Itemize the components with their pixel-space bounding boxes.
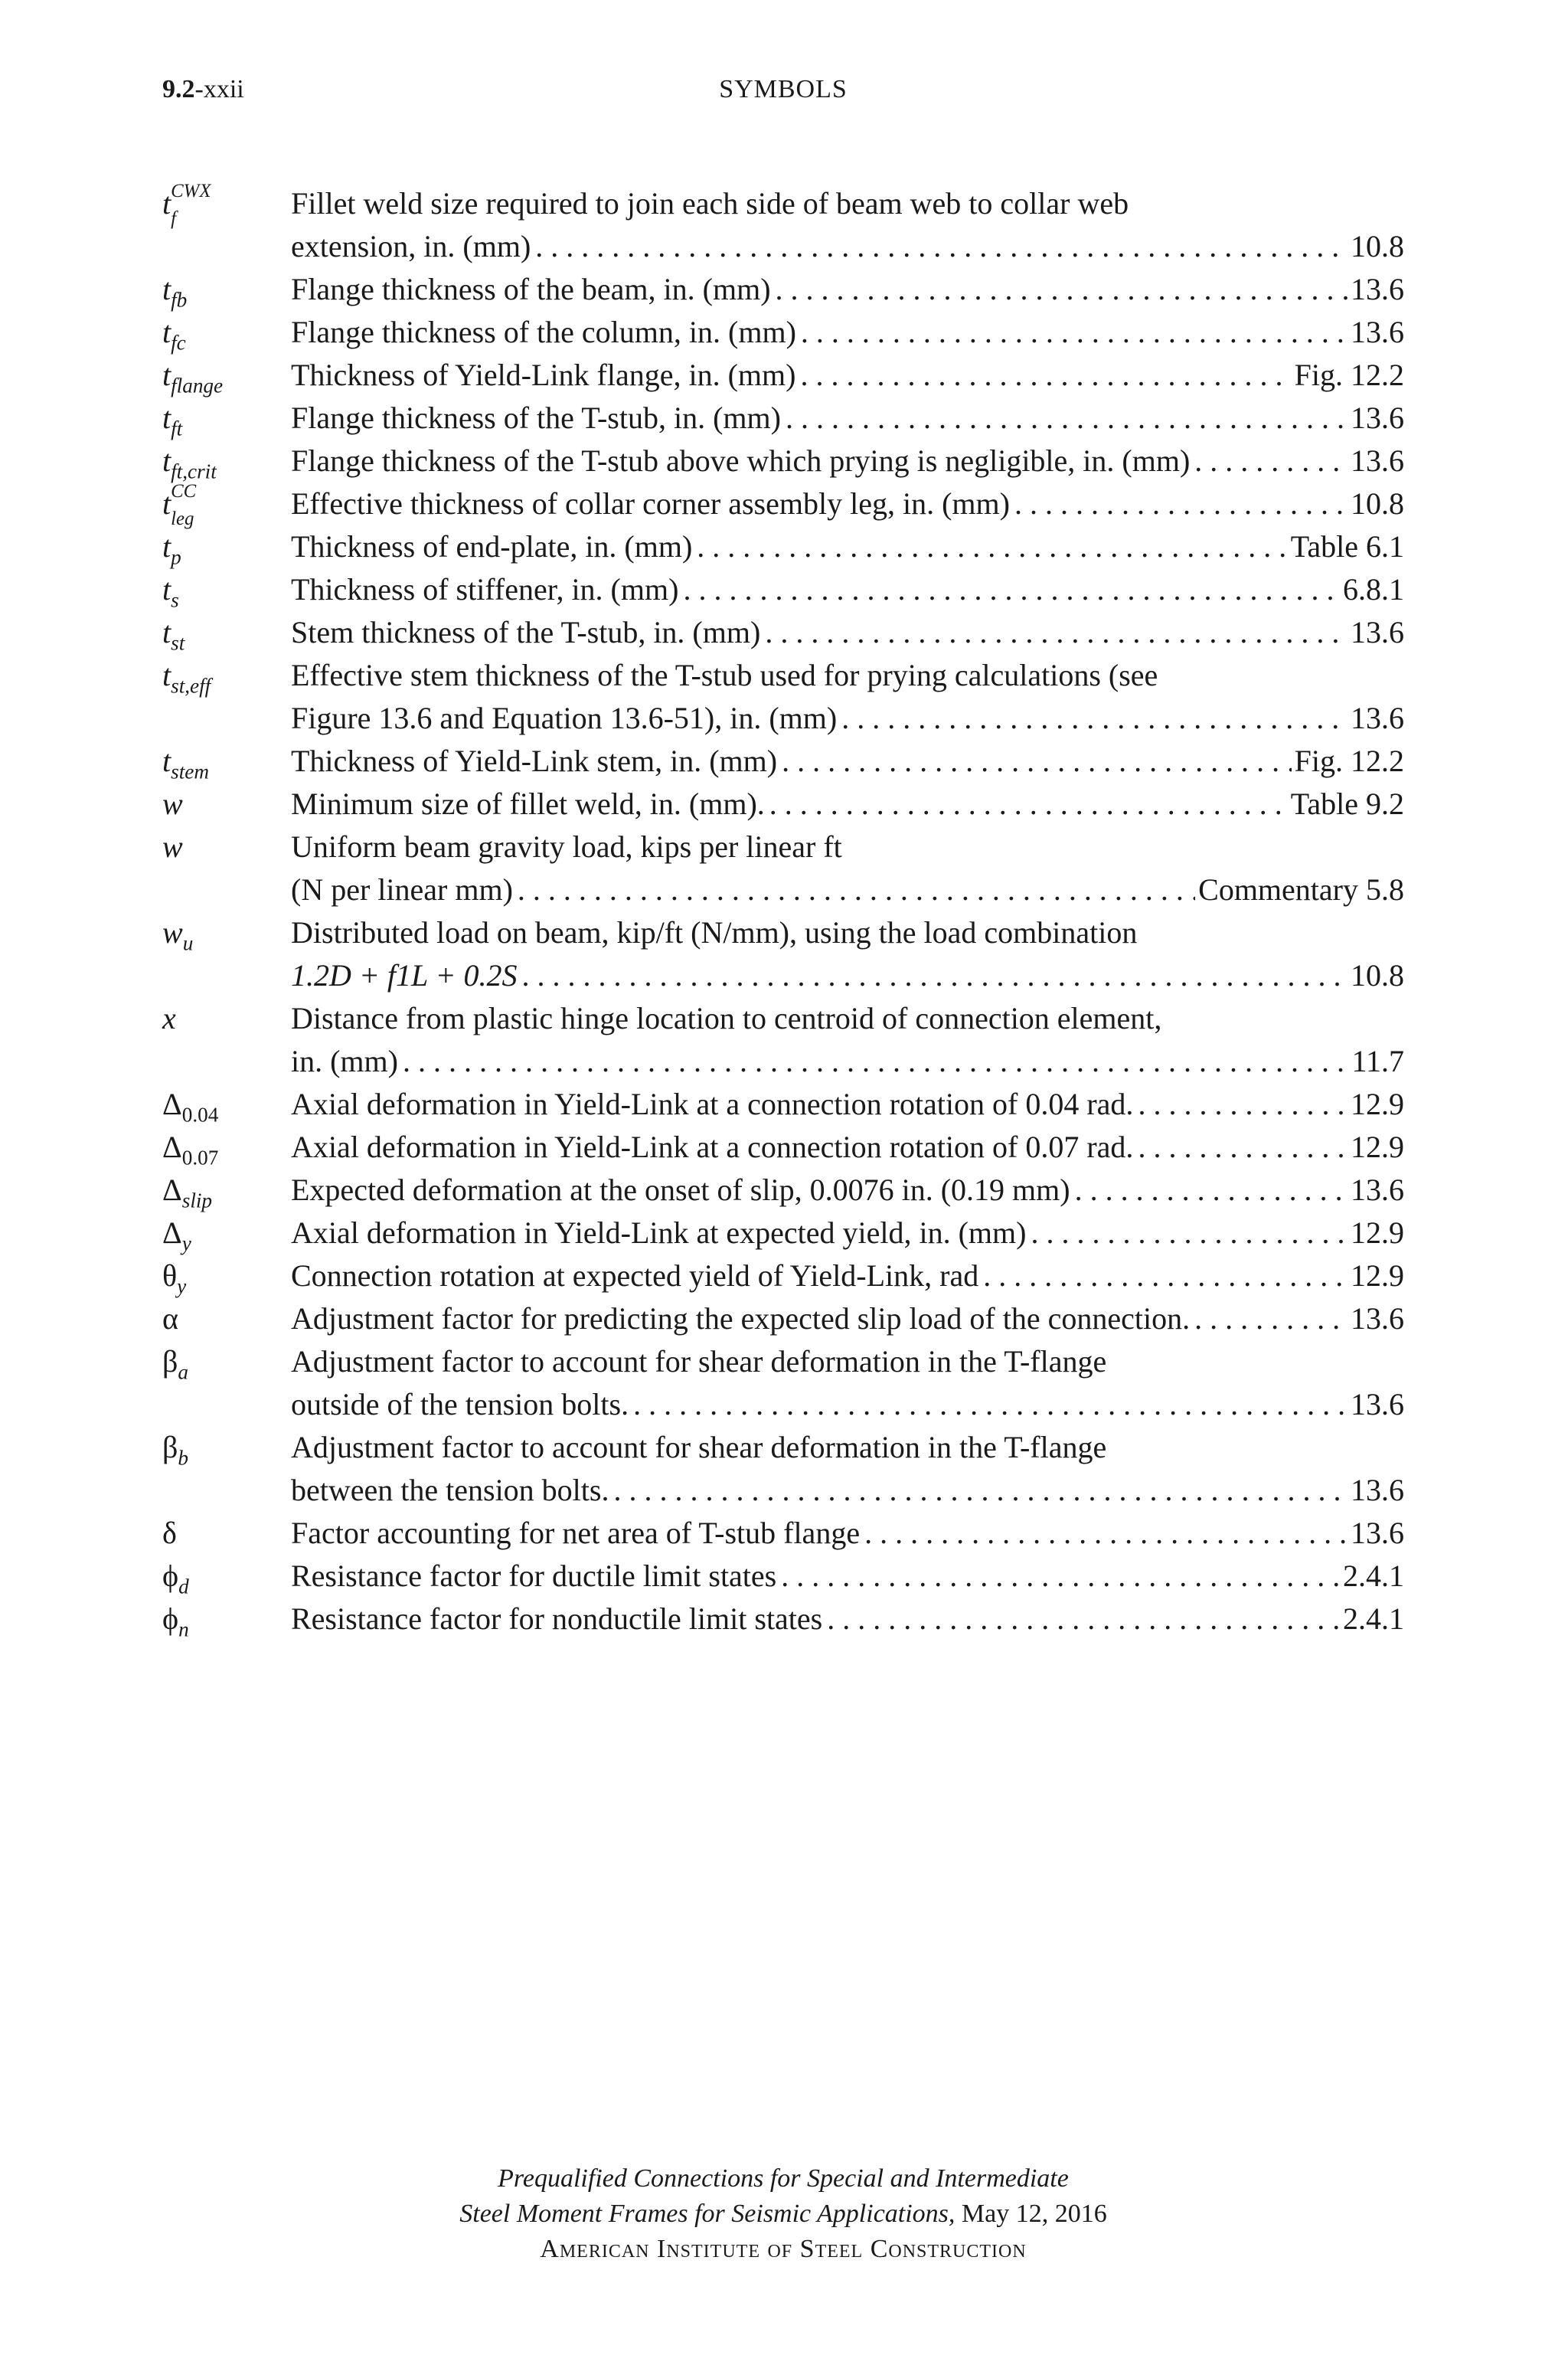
symbol-subscript: slip <box>181 1189 213 1212</box>
symbol-description <box>291 482 1404 525</box>
symbol-term <box>162 1512 291 1555</box>
dot-leader <box>822 1598 1340 1640</box>
description-text: Thickness of end-plate, in. (mm) <box>291 529 693 564</box>
symbol-entry <box>162 1254 1404 1297</box>
symbol-description <box>291 826 1404 911</box>
dot-leader <box>860 1512 1348 1555</box>
dot-leader <box>1010 482 1348 525</box>
symbol-term <box>162 997 291 1040</box>
description-leader-line <box>291 783 1404 826</box>
section-reference: 6.8.1 <box>1343 572 1404 607</box>
symbol-description <box>291 268 1404 311</box>
description-line: Distributed load on beam, kip/ft (N/mm), using the load combination <box>291 915 1138 950</box>
symbol-description <box>291 311 1404 354</box>
description-line: Fillet weld size required to join each side of beam web to collar web <box>291 186 1129 221</box>
symbol-subscript: 0.07 <box>181 1146 219 1169</box>
section-reference: Table 6.1 <box>1290 529 1404 564</box>
symbol-entry <box>162 783 1404 826</box>
symbol-entry <box>162 1126 1404 1169</box>
symbol-entry <box>162 1340 1404 1426</box>
symbol-entry <box>162 440 1404 482</box>
symbol-description <box>291 1254 1404 1297</box>
symbol-subscript: flange <box>171 374 224 397</box>
description-leader-line <box>291 1040 1404 1083</box>
symbol-base: t <box>162 744 172 778</box>
symbol-description <box>291 654 1404 740</box>
description-text: 1.2D + f1L + 0.2S <box>291 958 518 993</box>
symbol-description <box>291 1083 1404 1126</box>
symbol-base: δ <box>162 1516 177 1550</box>
section-reference: Table 9.2 <box>1290 787 1404 821</box>
symbol-entry <box>162 1512 1404 1555</box>
symbol-entry <box>162 354 1404 397</box>
section-reference: Commentary 5.8 <box>1198 872 1404 907</box>
symbol-base: ϕ <box>162 1601 179 1636</box>
dot-leader <box>1190 440 1348 482</box>
symbol-subscript: 0.04 <box>181 1103 219 1127</box>
dot-leader <box>398 1040 1349 1083</box>
description-leader-line <box>291 568 1404 611</box>
description-leader-line <box>291 1126 1404 1169</box>
symbol-base: t <box>162 315 172 349</box>
symbol-entry <box>162 1426 1404 1512</box>
description-text: Resistance factor for nonductile limit states <box>291 1601 823 1636</box>
symbol-base: w <box>162 787 183 821</box>
section-reference: 10.8 <box>1351 229 1404 263</box>
description-text: Axial deformation in Yield-Link at expected yield, in. (mm) <box>291 1215 1027 1250</box>
symbol-subscript: d <box>178 1575 189 1598</box>
section-reference: 13.6 <box>1351 1387 1404 1421</box>
description-text: Thickness of Yield-Link flange, in. (mm) <box>291 358 796 392</box>
symbol-description <box>291 1340 1404 1426</box>
symbol-term <box>162 397 291 440</box>
symbol-entry <box>162 1083 1404 1126</box>
footer-title-line2: Steel Moment Frames for Seismic Applications, May 12, 2016 <box>459 2200 1107 2228</box>
dot-leader <box>777 740 1292 783</box>
symbol-entry <box>162 740 1404 783</box>
section-reference: 12.9 <box>1351 1130 1404 1164</box>
description-text: Effective thickness of collar corner assembly leg, in. (mm) <box>291 486 1010 521</box>
symbol-base: t <box>162 486 172 521</box>
symbol-entry <box>162 525 1404 568</box>
symbol-base: t <box>162 572 172 607</box>
dot-leader <box>1026 1212 1348 1254</box>
description-text: Flange thickness of the T-stub above which prying is negligible, in. (mm) <box>291 443 1191 478</box>
symbol-term <box>162 1169 291 1212</box>
symbol-base: w <box>162 915 183 950</box>
symbol-subscript: ft <box>171 417 183 440</box>
section-reference: 13.6 <box>1351 1516 1404 1550</box>
symbol-entry <box>162 268 1404 311</box>
dot-leader <box>978 1254 1348 1297</box>
description-leader-line <box>291 225 1404 268</box>
symbol-term <box>162 568 291 611</box>
symbol-subscript: fb <box>171 288 188 312</box>
description-text: between the tension bolts. <box>291 1473 609 1507</box>
section-reference: 13.6 <box>1351 1173 1404 1207</box>
symbol-description <box>291 611 1404 654</box>
symbol-superscript: CC <box>171 481 197 502</box>
dot-leader <box>781 397 1348 440</box>
symbol-term <box>162 1598 291 1640</box>
dot-leader <box>629 1383 1348 1426</box>
description-leader-line <box>291 482 1404 525</box>
running-head: SYMBOLS <box>719 75 848 103</box>
symbol-base: t <box>162 358 172 392</box>
symbol-script-stack <box>171 481 247 529</box>
symbol-subscript: n <box>178 1618 189 1641</box>
page-footer <box>162 2161 1404 2267</box>
symbol-subscript: b <box>178 1446 188 1470</box>
description-leader-line <box>291 311 1404 354</box>
symbol-term <box>162 911 291 954</box>
symbol-entry <box>162 397 1404 440</box>
section-reference: 12.9 <box>1351 1258 1404 1293</box>
symbol-term <box>162 611 291 654</box>
symbol-term <box>162 1555 291 1598</box>
description-leader-line <box>291 354 1404 397</box>
description-leader-line <box>291 740 1404 783</box>
symbol-term <box>162 268 291 311</box>
dot-leader <box>1070 1169 1348 1212</box>
symbol-description <box>291 397 1404 440</box>
section-reference: Fig. 12.2 <box>1294 744 1404 778</box>
symbol-description <box>291 1555 1404 1598</box>
description-leader-line <box>291 1254 1404 1297</box>
symbol-base: t <box>162 529 172 564</box>
description-leader-line <box>291 1297 1404 1340</box>
symbol-subscript: s <box>171 588 179 612</box>
symbol-term <box>162 311 291 354</box>
symbol-term <box>162 525 291 568</box>
footer-title-line1: Prequalified Connections for Special and Intermediate <box>498 2164 1069 2193</box>
symbols-list <box>162 182 1404 1640</box>
description-leader-line <box>291 1212 1404 1254</box>
description-line: Adjustment factor to account for shear deformation in the T-flange <box>291 1344 1107 1379</box>
symbol-description <box>291 1169 1404 1212</box>
section-reference: 2.4.1 <box>1343 1559 1404 1593</box>
description-leader-line <box>291 868 1404 911</box>
symbol-base: α <box>162 1301 178 1336</box>
dot-leader <box>776 1555 1340 1598</box>
description-leader-line <box>291 440 1404 482</box>
section-reference: 13.6 <box>1351 701 1404 735</box>
symbol-term <box>162 1212 291 1254</box>
dot-leader <box>1190 1297 1348 1340</box>
dot-leader <box>518 954 1348 997</box>
section-reference: 13.6 <box>1351 615 1404 649</box>
symbol-entry <box>162 1598 1404 1640</box>
description-text: (N per linear mm) <box>291 872 513 907</box>
description-text: Thickness of stiffener, in. (mm) <box>291 572 679 607</box>
dot-leader <box>1133 1126 1348 1169</box>
symbol-base: t <box>162 272 172 306</box>
dot-leader <box>765 783 1288 826</box>
symbol-term <box>162 1340 291 1383</box>
description-leader-line <box>291 1083 1404 1126</box>
description-line: Adjustment factor to account for shear deformation in the T-flange <box>291 1430 1107 1464</box>
symbol-base: ϕ <box>162 1559 179 1593</box>
description-leader-line <box>291 1469 1404 1512</box>
description-text: extension, in. (mm) <box>291 229 531 263</box>
description-leader-line <box>291 697 1404 740</box>
dot-leader <box>531 225 1348 268</box>
description-leader-line <box>291 1598 1404 1640</box>
description-text: Flange thickness of the T-stub, in. (mm) <box>291 401 781 435</box>
description-text: Thickness of Yield-Link stem, in. (mm) <box>291 744 778 778</box>
symbol-base: θ <box>162 1258 178 1293</box>
section-reference: 11.7 <box>1351 1044 1404 1078</box>
symbol-term <box>162 826 291 868</box>
description-text: Factor accounting for net area of T-stub flange <box>291 1516 861 1550</box>
dot-leader <box>760 611 1348 654</box>
section-reference: 12.9 <box>1351 1215 1404 1250</box>
description-text: Flange thickness of the column, in. (mm) <box>291 315 796 349</box>
symbol-description <box>291 568 1404 611</box>
dot-leader <box>1133 1083 1348 1126</box>
symbol-entry <box>162 1555 1404 1598</box>
symbol-base: t <box>162 443 172 478</box>
description-text: outside of the tension bolts. <box>291 1387 629 1421</box>
symbol-description <box>291 740 1404 783</box>
symbol-base: t <box>162 615 172 649</box>
section-reference: 13.6 <box>1351 272 1404 306</box>
symbol-base: β <box>162 1430 178 1464</box>
symbol-description <box>291 182 1404 268</box>
description-leader-line <box>291 268 1404 311</box>
symbol-term <box>162 354 291 397</box>
symbol-entry <box>162 1169 1404 1212</box>
description-line: Uniform beam gravity load, kips per linear ft <box>291 829 842 864</box>
symbol-description <box>291 783 1404 826</box>
symbol-term <box>162 1297 291 1340</box>
symbol-term <box>162 1254 291 1297</box>
symbol-superscript: CWX <box>171 181 211 201</box>
description-leader-line <box>291 1512 1404 1555</box>
symbol-term <box>162 783 291 826</box>
symbol-base: t <box>162 401 172 435</box>
symbol-entry <box>162 654 1404 740</box>
symbol-entry <box>162 826 1404 911</box>
section-reference: 13.6 <box>1351 401 1404 435</box>
dot-leader <box>837 697 1348 740</box>
symbol-subscript: p <box>171 545 181 569</box>
description-text: Axial deformation in Yield-Link at a connection rotation of 0.07 rad. <box>291 1130 1134 1164</box>
section-reference: 13.6 <box>1351 1301 1404 1336</box>
symbol-subscript: f <box>171 208 177 229</box>
section-reference: 13.6 <box>1351 443 1404 478</box>
symbol-script-stack <box>171 181 247 229</box>
symbol-subscript: u <box>182 931 194 955</box>
description-text: Figure 13.6 and Equation 13.6-51), in. (mm) <box>291 701 838 735</box>
symbol-entry <box>162 311 1404 354</box>
symbol-subscript: fc <box>171 331 186 355</box>
dot-leader <box>771 268 1348 311</box>
symbol-term <box>162 1083 291 1126</box>
symbol-term <box>162 481 291 529</box>
symbol-entry <box>162 1297 1404 1340</box>
dot-leader <box>678 568 1340 611</box>
symbol-entry <box>162 182 1404 268</box>
description-line: Distance from plastic hinge location to centroid of connection element, <box>291 1001 1162 1035</box>
symbol-description <box>291 911 1404 997</box>
symbol-subscript: a <box>178 1360 188 1384</box>
section-reference: 12.9 <box>1351 1087 1404 1121</box>
symbol-term <box>162 1126 291 1169</box>
symbol-description <box>291 1426 1404 1512</box>
symbol-entry <box>162 1212 1404 1254</box>
dot-leader <box>796 311 1348 354</box>
description-leader-line <box>291 1383 1404 1426</box>
section-reference: Fig. 12.2 <box>1294 358 1404 392</box>
symbol-base: Δ <box>162 1087 182 1121</box>
section-reference: 10.8 <box>1351 486 1404 521</box>
description-leader-line <box>291 525 1404 568</box>
symbol-description <box>291 1598 1404 1640</box>
description-leader-line <box>291 1555 1404 1598</box>
dot-leader <box>795 354 1291 397</box>
symbol-subscript: leg <box>171 509 194 529</box>
description-leader-line <box>291 1169 1404 1212</box>
symbol-description <box>291 1212 1404 1254</box>
footer-publisher: American Institute of Steel Construction <box>540 2235 1027 2263</box>
description-text: Adjustment factor for predicting the expected slip load of the connection. <box>291 1301 1191 1336</box>
symbol-description <box>291 1512 1404 1555</box>
symbol-description <box>291 525 1404 568</box>
symbol-description <box>291 354 1404 397</box>
symbol-term <box>162 1426 291 1469</box>
symbol-base: x <box>162 1001 176 1035</box>
description-text: Axial deformation in Yield-Link at a connection rotation of 0.04 rad. <box>291 1087 1134 1121</box>
description-text: Connection rotation at expected yield of Yield-Link, rad <box>291 1258 979 1293</box>
description-leader-line <box>291 397 1404 440</box>
symbol-entry <box>162 611 1404 654</box>
description-leader-line <box>291 611 1404 654</box>
symbol-entry <box>162 997 1404 1083</box>
description-leader-line <box>291 954 1404 997</box>
symbol-subscript: st,eff <box>171 674 211 698</box>
section-reference: 13.6 <box>1351 1473 1404 1507</box>
symbol-term <box>162 740 291 783</box>
dot-leader <box>609 1469 1348 1512</box>
description-line: Effective stem thickness of the T-stub used for prying calculations (see <box>291 658 1158 692</box>
symbol-base: t <box>162 658 172 692</box>
symbol-entry <box>162 911 1404 997</box>
symbol-base: w <box>162 829 183 864</box>
description-text: in. (mm) <box>291 1044 398 1078</box>
symbol-base: Δ <box>162 1215 182 1250</box>
symbol-subscript: y <box>181 1232 191 1255</box>
symbol-subscript: stem <box>171 760 209 783</box>
symbol-description <box>291 440 1404 482</box>
symbol-subscript: y <box>177 1274 187 1298</box>
symbol-term <box>162 654 291 697</box>
description-text: Flange thickness of the beam, in. (mm) <box>291 272 771 306</box>
page-number: 9.2-xxii <box>162 75 244 103</box>
section-reference: 2.4.1 <box>1343 1601 1404 1636</box>
section-reference: 10.8 <box>1351 958 1404 993</box>
symbol-description <box>291 997 1404 1083</box>
symbol-subscript: ft,crit <box>171 460 217 483</box>
symbol-term <box>162 181 291 229</box>
symbol-base: β <box>162 1344 178 1379</box>
page-header <box>162 75 1404 113</box>
symbol-base: Δ <box>162 1130 182 1164</box>
dot-leader <box>513 868 1195 911</box>
symbol-entry <box>162 568 1404 611</box>
symbol-subscript: st <box>171 631 185 655</box>
section-reference: 13.6 <box>1351 315 1404 349</box>
dot-leader <box>692 525 1287 568</box>
symbol-entry <box>162 481 1404 529</box>
description-text: Stem thickness of the T-stub, in. (mm) <box>291 615 761 649</box>
description-text: Expected deformation at the onset of slip, 0.0076 in. (0.19 mm) <box>291 1173 1070 1207</box>
symbol-description <box>291 1126 1404 1169</box>
symbol-base: Δ <box>162 1173 182 1207</box>
description-text: Minimum size of fillet weld, in. (mm). <box>291 787 765 821</box>
symbol-description <box>291 1297 1404 1340</box>
symbol-base: t <box>162 186 172 221</box>
description-text: Resistance factor for ductile limit states <box>291 1559 777 1593</box>
